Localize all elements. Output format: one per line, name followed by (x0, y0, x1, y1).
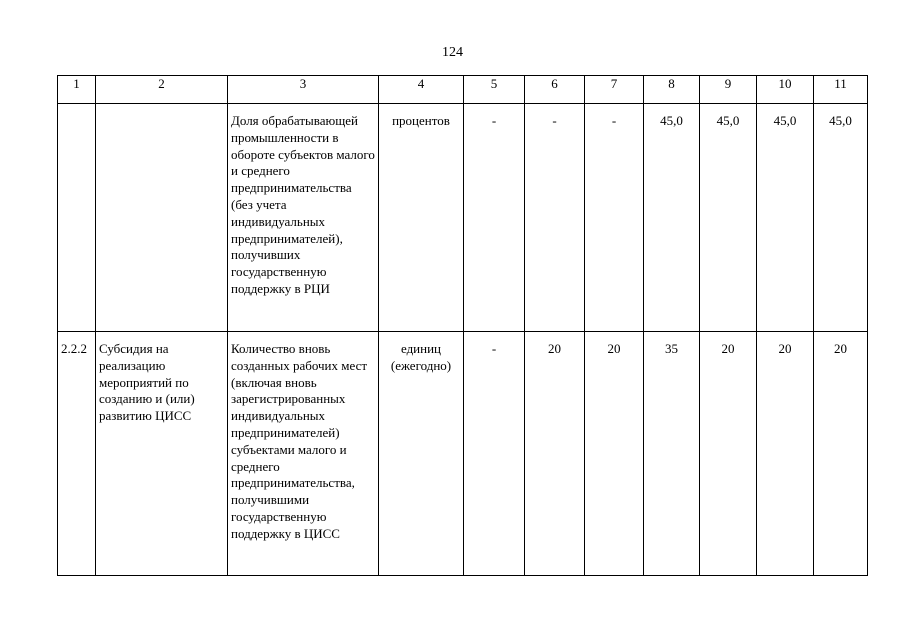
header-cell-col10: 10 (757, 76, 814, 104)
row-value-col7: - (585, 104, 644, 332)
row-value-col8: 35 (644, 332, 700, 576)
header-cell-col9: 9 (700, 76, 757, 104)
row-value-col11: 20 (814, 332, 868, 576)
row-value-col9: 45,0 (700, 104, 757, 332)
header-cell-col3: 3 (228, 76, 379, 104)
row-name-cell (96, 104, 228, 332)
indicators-table (57, 75, 868, 576)
table-row (58, 332, 868, 576)
row-value-col5: - (464, 104, 525, 332)
row-value-col7: 20 (585, 332, 644, 576)
row-value-col6: - (525, 104, 585, 332)
row-value-col5: - (464, 332, 525, 576)
row-value-col11: 45,0 (814, 104, 868, 332)
header-cell-col6: 6 (525, 76, 585, 104)
header-cell-col11: 11 (814, 76, 868, 104)
row-indicator-cell: Доля обрабатывающей промышленности в обороте субъектов малого и среднего предпринимательства (без учета индивидуальных предпринимателей), получивших государственную поддержку в РЦИ (228, 104, 379, 332)
table-row (58, 104, 868, 332)
header-cell-col1: 1 (58, 76, 96, 104)
table-header-row (58, 76, 868, 104)
row-indicator-cell: Количество вновь созданных рабочих мест (включая вновь зарегистрированных индивидуальных предпринимателей) субъектами малого и среднего предпринимательства, получившими государственную поддержку в ЦИСС (228, 332, 379, 576)
header-cell-col7: 7 (585, 76, 644, 104)
row-value-col10: 45,0 (757, 104, 814, 332)
row-value-col10: 20 (757, 332, 814, 576)
row-value-col6: 20 (525, 332, 585, 576)
page-number: 124 (442, 45, 463, 60)
row-unit-cell: процентов (379, 104, 464, 332)
header-cell-col5: 5 (464, 76, 525, 104)
row-value-col9: 20 (700, 332, 757, 576)
row-code-cell (58, 104, 96, 332)
header-cell-col8: 8 (644, 76, 700, 104)
row-code-cell: 2.2.2 (58, 332, 96, 576)
header-cell-col2: 2 (96, 76, 228, 104)
row-name-cell: Субсидия на реализацию мероприятий по созданию и (или) развитию ЦИСС (96, 332, 228, 576)
row-value-col8: 45,0 (644, 104, 700, 332)
header-cell-col4: 4 (379, 76, 464, 104)
row-unit-cell: единиц (ежегодно) (379, 332, 464, 576)
